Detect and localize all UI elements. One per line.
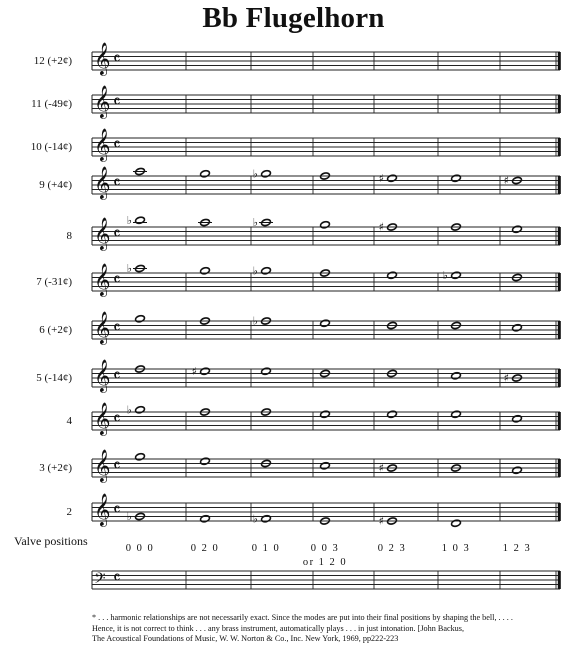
common-time-icon: 𝄴 [113, 49, 121, 70]
whole-note [261, 367, 271, 375]
valve-position: 1 0 3 [441, 543, 471, 554]
harmonic-label: 12 (+2¢) [33, 55, 72, 67]
valve-position: 0 1 0 [251, 543, 281, 554]
whole-note [261, 170, 271, 178]
page-title: Bb Flugelhorn [202, 2, 385, 34]
whole-note [387, 410, 397, 418]
sharp-icon: ♯ [378, 461, 384, 475]
whole-note [451, 410, 461, 418]
valve-position: 1 2 3 [502, 543, 532, 554]
common-time-icon: 𝄴 [113, 92, 121, 113]
treble-clef-icon: 𝄞 [94, 166, 111, 199]
flat-icon: ♭ [126, 213, 132, 227]
harmonic-label: 9 (+4¢) [39, 179, 72, 191]
common-time-icon: 𝄴 [113, 224, 121, 245]
whole-note [387, 271, 397, 279]
whole-note [512, 466, 522, 474]
treble-staff [92, 135, 561, 156]
common-time-icon: 𝄴 [113, 318, 121, 339]
treble-staff [92, 49, 561, 70]
whole-note [451, 174, 461, 182]
harmonic-label: 3 (+2¢) [39, 462, 72, 474]
whole-note [200, 515, 210, 523]
whole-note [512, 324, 522, 332]
whole-note [200, 267, 210, 275]
treble-staff [92, 224, 561, 245]
flat-icon: ♭ [252, 512, 258, 526]
bass-staff [92, 568, 561, 589]
whole-note [200, 170, 210, 178]
whole-note [135, 406, 145, 414]
whole-note [261, 267, 271, 275]
valve-position: 0 2 3 [377, 543, 407, 554]
footnote-line: Hence, it is not correct to think . . . any brass instrument, automatically plays . . . in just intonation. [John Backus, [92, 623, 465, 633]
sharp-icon: ♯ [503, 174, 509, 187]
treble-clef-icon: 𝄞 [94, 85, 111, 118]
whole-note [320, 221, 330, 229]
treble-clef-icon: 𝄞 [94, 217, 111, 250]
treble-clef-icon: 𝄞 [94, 128, 111, 161]
whole-note [200, 457, 210, 465]
footnote-line: * . . . harmonic relationships are not necessarily exact. Since the modes are put into their final positions by shaping the bell, . . . . [92, 613, 513, 622]
whole-note [320, 410, 330, 418]
harmonic-label: 7 (-31¢) [36, 276, 72, 288]
common-time-icon: 𝄴 [113, 568, 121, 589]
treble-clef-icon: 𝄞 [94, 359, 111, 392]
flat-icon: ♭ [252, 167, 258, 181]
whole-note [387, 174, 397, 182]
whole-note [200, 367, 210, 375]
common-time-icon: 𝄴 [113, 500, 121, 521]
flat-icon: ♭ [252, 314, 258, 328]
treble-staff [92, 366, 561, 387]
harmonic-label: 8 [66, 230, 72, 242]
flat-icon: ♭ [252, 264, 258, 278]
treble-clef-icon: 𝄞 [94, 311, 111, 344]
harmonic-label: 10 (-14¢) [30, 141, 72, 153]
whole-note [135, 216, 145, 224]
sharp-icon: ♯ [503, 371, 509, 385]
common-time-icon: 𝄴 [113, 456, 121, 477]
flat-icon: ♭ [442, 268, 448, 282]
whole-note [512, 225, 522, 233]
sharp-icon: ♯ [378, 514, 384, 528]
treble-clef-icon: 𝄞 [94, 42, 111, 75]
whole-note [451, 519, 461, 527]
harmonic-label: 4 [66, 415, 72, 427]
whole-note [512, 415, 522, 423]
harmonic-label: 2 [66, 506, 72, 518]
flat-icon: ♭ [126, 262, 132, 275]
flat-icon: ♭ [126, 510, 132, 523]
treble-clef-icon: 𝄞 [94, 263, 111, 296]
whole-note [451, 271, 461, 279]
whole-note [451, 372, 461, 380]
whole-note [320, 319, 330, 327]
valve-positions-label: Valve positions [14, 534, 88, 548]
treble-clef-icon: 𝄞 [94, 493, 111, 526]
whole-note [261, 515, 271, 523]
harmonic-label: 11 (-49¢) [31, 98, 72, 110]
treble-clef-icon: 𝄞 [94, 402, 111, 435]
footnote [92, 613, 572, 645]
sharp-icon: ♯ [378, 171, 384, 185]
whole-note [320, 462, 330, 470]
harmonic-label: 6 (+2¢) [39, 324, 72, 336]
treble-staff [92, 409, 561, 430]
valve-position: 0 2 0 [190, 543, 220, 554]
common-time-icon: 𝄴 [113, 409, 121, 430]
flat-icon: ♭ [126, 403, 132, 417]
common-time-icon: 𝄴 [113, 270, 121, 291]
whole-note [135, 453, 145, 461]
common-time-icon: 𝄴 [113, 173, 121, 194]
bass-clef-icon: 𝄢 [94, 570, 106, 591]
sharp-icon: ♯ [378, 220, 384, 234]
treble-clef-icon: 𝄞 [94, 449, 111, 482]
treble-staff [92, 318, 561, 339]
sharp-icon: ♯ [191, 364, 197, 378]
footnote-line: The Acoustical Foundations of Music, W. W. Norton & Co., Inc. New York, 1969, pp222-223 [92, 634, 399, 643]
harmonic-label: 5 (-14¢) [36, 372, 72, 384]
valve-position: 0 0 3 [310, 543, 340, 554]
flat-icon: ♭ [252, 216, 258, 229]
whole-note [135, 315, 145, 323]
common-time-icon: 𝄴 [113, 366, 121, 387]
valve-position-alt: or 1 2 0 [302, 557, 348, 568]
common-time-icon: 𝄴 [113, 135, 121, 156]
treble-staff [92, 92, 561, 113]
valve-position: 0 0 0 [125, 543, 155, 554]
